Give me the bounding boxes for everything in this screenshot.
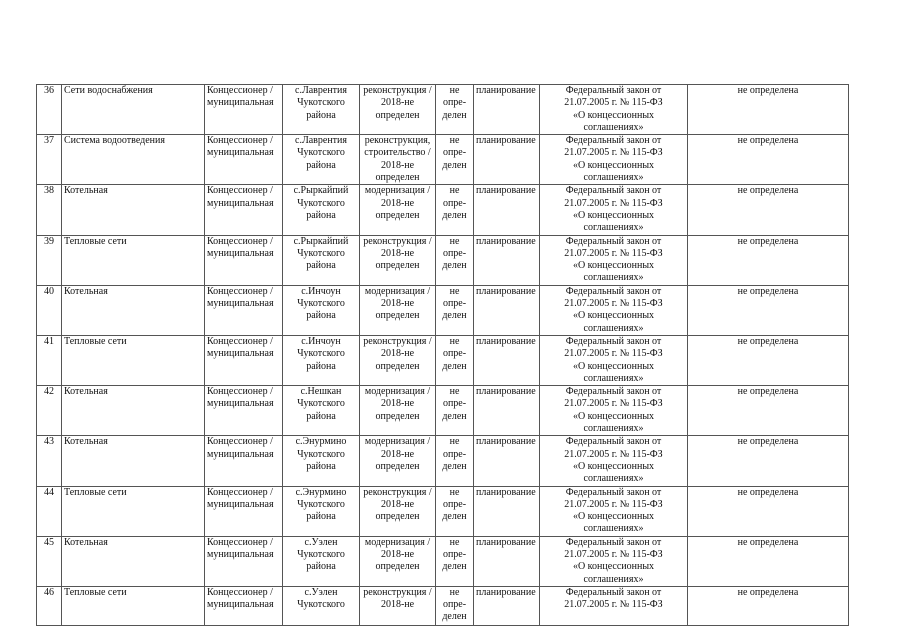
work-type-cell-line: 2018-не <box>380 599 415 611</box>
table-row <box>37 386 849 436</box>
cost-cell-line: делен <box>442 209 467 221</box>
location-cell-line: Чукотского <box>297 298 345 310</box>
work-type-cell-line: 2018-не <box>380 247 415 259</box>
legal-basis-cell <box>540 386 688 436</box>
work-type-cell-line: 2018-не <box>380 348 415 360</box>
table-row <box>37 536 849 586</box>
location-cell <box>283 586 360 625</box>
legal-basis-cell-line: Федеральный закон от <box>565 586 662 598</box>
object-name: Котельная <box>62 285 205 335</box>
stage-cell: планирование <box>474 536 540 586</box>
legal-basis-cell-line: соглашениях» <box>583 523 644 535</box>
holder-cell-line: Концессионер / <box>207 386 273 398</box>
cost-cell-line: делен <box>442 260 467 272</box>
legal-basis-cell <box>540 586 688 625</box>
amount-cell: не определена <box>688 335 849 385</box>
location-cell <box>283 386 360 436</box>
legal-basis-cell-line: 21.07.2005 г. № 115-ФЗ <box>564 599 663 611</box>
row-number: 39 <box>37 235 62 285</box>
cost-cell <box>436 185 474 235</box>
location-cell-line: района <box>306 511 336 523</box>
table-row <box>37 85 849 135</box>
legal-basis-cell-line: соглашениях» <box>583 222 644 234</box>
legal-basis-cell-line: соглашениях» <box>583 372 644 384</box>
holder-cell <box>205 436 283 486</box>
row-number: 45 <box>37 536 62 586</box>
holder-cell <box>205 185 283 235</box>
location-cell-line: района <box>306 561 336 573</box>
work-type-cell-line: реконструкция, <box>364 135 431 147</box>
location-cell-line: Чукотского <box>297 97 345 109</box>
legal-basis-cell-line: «О концессионных <box>572 310 655 322</box>
cost-cell-line: не опре- <box>442 436 467 460</box>
location-cell <box>283 285 360 335</box>
location-cell <box>283 235 360 285</box>
cost-cell-line: делен <box>442 109 467 121</box>
work-type-cell <box>360 486 436 536</box>
holder-cell-line: муниципальная <box>207 247 274 259</box>
legal-basis-cell-line: «О концессионных <box>572 460 655 472</box>
location-cell-line: района <box>306 460 336 472</box>
holder-cell <box>205 586 283 625</box>
location-cell-line: Чукотского <box>297 197 345 209</box>
legal-basis-cell-line: 21.07.2005 г. № 115-ФЗ <box>564 247 663 259</box>
legal-basis-cell-line: 21.07.2005 г. № 115-ФЗ <box>564 298 663 310</box>
location-cell-line: Чукотского <box>297 247 345 259</box>
cost-cell-line: делен <box>442 360 467 372</box>
legal-basis-cell-line: соглашениях» <box>583 121 644 133</box>
legal-basis-cell-line: 21.07.2005 г. № 115-ФЗ <box>564 97 663 109</box>
location-cell-line: с.Рыркайпий <box>293 235 349 247</box>
stage-cell: планирование <box>474 386 540 436</box>
cost-cell-line: не опре- <box>442 386 467 410</box>
holder-cell-line: Концессионер / <box>207 85 273 96</box>
stage-cell: планирование <box>474 285 540 335</box>
cost-cell <box>436 436 474 486</box>
location-cell-line: с.Энурмино <box>295 436 347 448</box>
holder-cell-line: муниципальная <box>207 147 274 159</box>
holder-cell-line: Концессионер / <box>207 185 273 197</box>
holder-cell <box>205 386 283 436</box>
legal-basis-cell-line: Федеральный закон от <box>565 536 662 548</box>
row-number: 44 <box>37 486 62 536</box>
cost-cell <box>436 235 474 285</box>
cost-cell <box>436 85 474 135</box>
work-type-cell-line: 2018-не <box>380 298 415 310</box>
cost-cell-line: не опре- <box>442 335 467 360</box>
legal-basis-cell-line: Федеральный закон от <box>565 235 662 247</box>
legal-basis-cell-line: «О концессионных <box>572 260 655 272</box>
work-type-cell-line: реконструкция / <box>363 586 432 598</box>
location-cell-line: с.Рыркайпий <box>293 185 349 197</box>
work-type-cell-line: определен <box>375 561 420 573</box>
cost-cell <box>436 486 474 536</box>
row-number: 46 <box>37 586 62 625</box>
work-type-cell <box>360 235 436 285</box>
location-cell-line: с.Лаврентия <box>295 135 347 147</box>
location-cell <box>283 135 360 185</box>
work-type-cell-line: реконструкция / <box>363 85 432 96</box>
legal-basis-cell <box>540 436 688 486</box>
stage-cell: планирование <box>474 486 540 536</box>
holder-cell-line: Концессионер / <box>207 586 273 598</box>
holder-cell <box>205 285 283 335</box>
work-type-cell <box>360 586 436 625</box>
work-type-cell <box>360 85 436 135</box>
stage-cell: планирование <box>474 85 540 135</box>
cost-cell-line: делен <box>442 561 467 573</box>
work-type-cell <box>360 135 436 185</box>
holder-cell-line: муниципальная <box>207 298 274 310</box>
work-type-cell-line: модернизация / <box>364 285 431 297</box>
legal-basis-cell-line: 21.07.2005 г. № 115-ФЗ <box>564 448 663 460</box>
cost-cell <box>436 586 474 625</box>
object-name: Котельная <box>62 436 205 486</box>
stage-cell: планирование <box>474 135 540 185</box>
legal-basis-cell-line: Федеральный закон от <box>565 436 662 448</box>
location-cell-line: района <box>306 260 336 272</box>
work-type-cell <box>360 436 436 486</box>
work-type-cell-line: определен <box>375 511 420 523</box>
location-cell-line: Чукотского <box>297 599 345 611</box>
legal-basis-cell-line: соглашениях» <box>583 272 644 284</box>
location-cell-line: с.Уэлен <box>304 536 338 548</box>
cost-cell-line: делен <box>442 159 467 171</box>
cost-cell <box>436 386 474 436</box>
holder-cell <box>205 85 283 135</box>
location-cell-line: с.Уэлен <box>304 586 338 598</box>
legal-basis-cell-line: «О концессионных <box>572 109 655 121</box>
holder-cell-line: муниципальная <box>207 599 274 611</box>
legal-basis-cell-line: соглашениях» <box>583 423 644 435</box>
stage-cell: планирование <box>474 235 540 285</box>
cost-cell-line: не опре- <box>442 85 467 109</box>
legal-basis-cell <box>540 185 688 235</box>
location-cell-line: района <box>306 209 336 221</box>
stage-cell: планирование <box>474 335 540 385</box>
legal-basis-cell-line: соглашениях» <box>583 573 644 585</box>
table-row <box>37 135 849 185</box>
cost-cell-line: не опре- <box>442 486 467 510</box>
work-type-cell-line: модернизация / <box>364 436 431 448</box>
cost-cell-line: делен <box>442 611 467 623</box>
amount-cell: не определена <box>688 235 849 285</box>
amount-cell: не определена <box>688 386 849 436</box>
legal-basis-cell-line: 21.07.2005 г. № 115-ФЗ <box>564 548 663 560</box>
object-name: Тепловые сети <box>62 486 205 536</box>
row-number: 43 <box>37 436 62 486</box>
object-name: Тепловые сети <box>62 335 205 385</box>
work-type-cell-line: реконструкция / <box>363 486 432 498</box>
legal-basis-cell <box>540 135 688 185</box>
legal-basis-cell <box>540 536 688 586</box>
holder-cell-line: муниципальная <box>207 498 274 510</box>
holder-cell-line: муниципальная <box>207 548 274 560</box>
holder-cell <box>205 486 283 536</box>
cost-cell-line: не опре- <box>442 185 467 209</box>
legal-basis-cell-line: Федеральный закон от <box>565 135 662 147</box>
cost-cell <box>436 536 474 586</box>
holder-cell <box>205 235 283 285</box>
location-cell-line: Чукотского <box>297 498 345 510</box>
row-number: 42 <box>37 386 62 436</box>
work-type-cell-line: 2018-не <box>380 398 415 410</box>
location-cell-line: Чукотского <box>297 147 345 159</box>
cost-cell <box>436 335 474 385</box>
work-type-cell-line: определен <box>375 260 420 272</box>
holder-cell-line: Концессионер / <box>207 486 273 498</box>
row-number: 37 <box>37 135 62 185</box>
legal-basis-cell-line: соглашениях» <box>583 473 644 485</box>
work-type-cell-line: 2018-не <box>380 498 415 510</box>
legal-basis-cell <box>540 486 688 536</box>
location-cell-line: с.Нешкан <box>300 386 342 398</box>
legal-basis-cell-line: 21.07.2005 г. № 115-ФЗ <box>564 147 663 159</box>
work-type-cell-line: модернизация / <box>364 386 431 398</box>
location-cell <box>283 335 360 385</box>
cost-cell-line: не опре- <box>442 235 467 259</box>
work-type-cell <box>360 185 436 235</box>
object-name: Котельная <box>62 536 205 586</box>
work-type-cell-line: определен <box>375 172 420 184</box>
legal-basis-cell <box>540 235 688 285</box>
legal-basis-cell-line: «О концессионных <box>572 561 655 573</box>
legal-basis-cell-line: «О концессионных <box>572 511 655 523</box>
object-name: Система водоотведения <box>62 135 205 185</box>
work-type-cell-line: 2018-не <box>380 159 415 171</box>
table-row <box>37 335 849 385</box>
legal-basis-cell <box>540 285 688 335</box>
work-type-cell-line: 2018-не <box>380 548 415 560</box>
object-name: Котельная <box>62 185 205 235</box>
location-cell <box>283 436 360 486</box>
legal-basis-cell-line: соглашениях» <box>583 172 644 184</box>
holder-cell-line: муниципальная <box>207 398 274 410</box>
cost-cell-line: делен <box>442 460 467 472</box>
work-type-cell-line: определен <box>375 209 420 221</box>
work-type-cell-line: определен <box>375 460 420 472</box>
amount-cell: не определена <box>688 436 849 486</box>
work-type-cell-line: реконструкция / <box>363 235 432 247</box>
cost-cell-line: делен <box>442 310 467 322</box>
holder-cell-line: Концессионер / <box>207 235 273 247</box>
legal-basis-cell-line: Федеральный закон от <box>565 285 662 297</box>
location-cell-line: Чукотского <box>297 398 345 410</box>
table-row <box>37 486 849 536</box>
cost-cell-line: не опре- <box>442 285 467 310</box>
concession-objects-table <box>36 84 849 626</box>
object-name: Котельная <box>62 386 205 436</box>
legal-basis-cell-line: «О концессионных <box>572 159 655 171</box>
location-cell <box>283 185 360 235</box>
amount-cell: не определена <box>688 586 849 625</box>
work-type-cell <box>360 536 436 586</box>
cost-cell-line: делен <box>442 511 467 523</box>
legal-basis-cell-line: «О концессионных <box>572 410 655 422</box>
location-cell <box>283 85 360 135</box>
legal-basis-cell-line: 21.07.2005 г. № 115-ФЗ <box>564 498 663 510</box>
cost-cell <box>436 285 474 335</box>
table-row <box>37 586 849 625</box>
location-cell <box>283 536 360 586</box>
legal-basis-cell-line: Федеральный закон от <box>565 386 662 398</box>
row-number: 41 <box>37 335 62 385</box>
legal-basis-cell-line: 21.07.2005 г. № 115-ФЗ <box>564 197 663 209</box>
work-type-cell-line: модернизация / <box>364 536 431 548</box>
work-type-cell-line: определен <box>375 109 420 121</box>
stage-cell: планирование <box>474 586 540 625</box>
holder-cell <box>205 135 283 185</box>
holder-cell-line: Концессионер / <box>207 135 273 147</box>
work-type-cell-line: 2018-не <box>380 448 415 460</box>
object-name: Сети водоснабжения <box>62 85 205 135</box>
location-cell-line: с.Лаврентия <box>295 85 347 96</box>
location-cell-line: с.Инчоун <box>301 285 341 297</box>
holder-cell-line: муниципальная <box>207 97 274 109</box>
holder-cell-line: муниципальная <box>207 448 274 460</box>
work-type-cell <box>360 285 436 335</box>
location-cell-line: района <box>306 109 336 121</box>
work-type-cell <box>360 335 436 385</box>
object-name: Тепловые сети <box>62 586 205 625</box>
legal-basis-cell-line: Федеральный закон от <box>565 85 662 96</box>
table-row <box>37 235 849 285</box>
legal-basis-cell-line: Федеральный закон от <box>565 486 662 498</box>
legal-basis-cell-line: «О концессионных <box>572 360 655 372</box>
location-cell-line: Чукотского <box>297 348 345 360</box>
work-type-cell <box>360 386 436 436</box>
work-type-cell-line: реконструкция / <box>363 335 432 347</box>
cost-cell-line: не опре- <box>442 586 467 611</box>
amount-cell: не определена <box>688 486 849 536</box>
work-type-cell-line: строительство / <box>364 147 431 159</box>
work-type-cell-line: модернизация / <box>364 185 431 197</box>
location-cell-line: района <box>306 360 336 372</box>
location-cell-line: района <box>306 159 336 171</box>
location-cell <box>283 486 360 536</box>
cost-cell <box>436 135 474 185</box>
work-type-cell-line: 2018-не <box>380 97 415 109</box>
work-type-cell-line: определен <box>375 360 420 372</box>
table-row <box>37 436 849 486</box>
stage-cell: планирование <box>474 436 540 486</box>
cost-cell-line: не опре- <box>442 536 467 560</box>
row-number: 40 <box>37 285 62 335</box>
legal-basis-cell-line: Федеральный закон от <box>565 335 662 347</box>
location-cell-line: Чукотского <box>297 548 345 560</box>
location-cell-line: Чукотского <box>297 448 345 460</box>
holder-cell-line: муниципальная <box>207 348 274 360</box>
work-type-cell-line: 2018-не <box>380 197 415 209</box>
amount-cell: не определена <box>688 135 849 185</box>
object-name: Тепловые сети <box>62 235 205 285</box>
row-number: 36 <box>37 85 62 135</box>
table-row <box>37 185 849 235</box>
work-type-cell-line: определен <box>375 310 420 322</box>
holder-cell-line: Концессионер / <box>207 285 273 297</box>
row-number: 38 <box>37 185 62 235</box>
cost-cell-line: не опре- <box>442 135 467 159</box>
holder-cell <box>205 536 283 586</box>
legal-basis-cell-line: 21.07.2005 г. № 115-ФЗ <box>564 348 663 360</box>
location-cell-line: района <box>306 410 336 422</box>
holder-cell-line: Концессионер / <box>207 335 273 347</box>
table-row <box>37 285 849 335</box>
cost-cell-line: делен <box>442 410 467 422</box>
holder-cell-line: муниципальная <box>207 197 274 209</box>
location-cell-line: с.Инчоун <box>301 335 341 347</box>
amount-cell: не определена <box>688 536 849 586</box>
amount-cell: не определена <box>688 285 849 335</box>
location-cell-line: района <box>306 310 336 322</box>
work-type-cell-line: определен <box>375 410 420 422</box>
holder-cell-line: Концессионер / <box>207 536 273 548</box>
legal-basis-cell-line: соглашениях» <box>583 322 644 334</box>
legal-basis-cell <box>540 85 688 135</box>
holder-cell-line: Концессионер / <box>207 436 273 448</box>
holder-cell <box>205 335 283 385</box>
legal-basis-cell-line: 21.07.2005 г. № 115-ФЗ <box>564 398 663 410</box>
amount-cell: не определена <box>688 185 849 235</box>
legal-basis-cell-line: «О концессионных <box>572 209 655 221</box>
stage-cell: планирование <box>474 185 540 235</box>
location-cell-line: с.Энурмино <box>295 486 347 498</box>
table-body <box>37 85 849 626</box>
amount-cell: не определена <box>688 85 849 135</box>
legal-basis-cell <box>540 335 688 385</box>
legal-basis-cell-line: Федеральный закон от <box>565 185 662 197</box>
